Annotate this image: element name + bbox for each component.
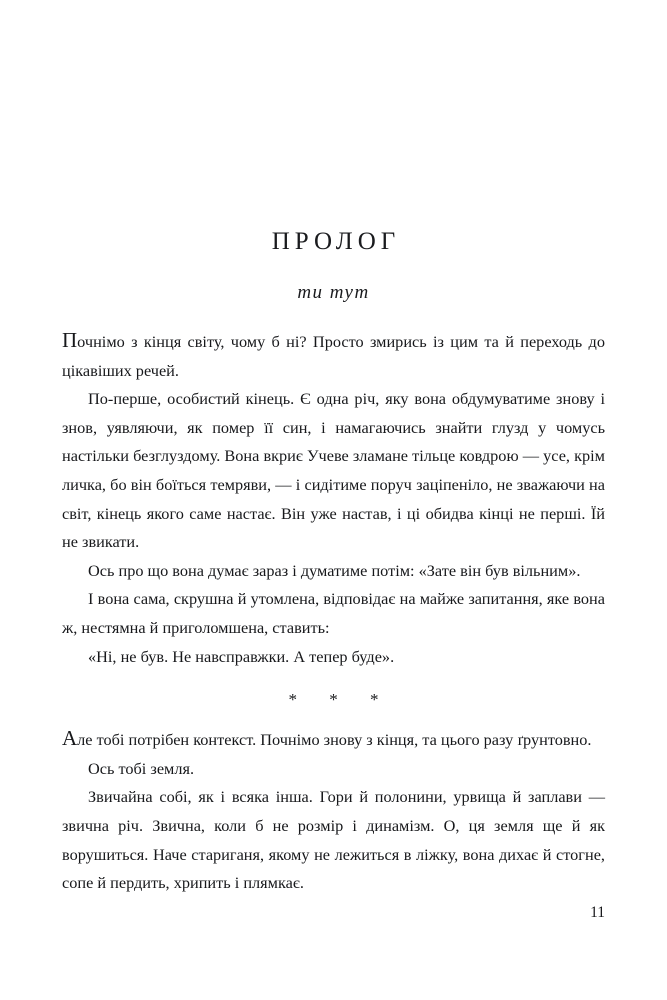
- body-text-before-break: [62, 304, 605, 671]
- body-text-after-break: [62, 724, 605, 898]
- chapter-subtitle: ти тут: [297, 282, 370, 303]
- paragraph: Ось тобі земля.: [88, 758, 195, 778]
- page-number: 11: [590, 904, 605, 921]
- paragraph: Звичайна собі, як і всяка інша. Гори й полонини, урвища й заплави — звична річ. Звична, коли б не розмір і динамізм. О, ця земля ще й як ворушиться. Наче стариганя, якому не лежиться в ліжку, вона дихає й стогне, сопе й пердить, хрипить і плямкає.: [62, 787, 605, 893]
- paragraph: «Ні, не був. Не навсправжки. А тепер буде».: [88, 646, 395, 666]
- paragraph: Але тобі потрібен контекст. Почнімо знову з кінця, та цього разу ґрунтовно.: [62, 726, 592, 751]
- paragraph: І вона сама, скрушна й утомлена, відповідає на майже запитання, яке вона ж, нестямна й приголомшена, ставить:: [62, 589, 605, 637]
- scene-break-ornament: * * *: [288, 690, 393, 710]
- paragraph: Почнімо з кінця світу, чому б ні? Просто змирись із цим та й переходь до цікавіших речей.: [62, 328, 605, 380]
- page-title: ПРОЛОГ: [271, 228, 401, 255]
- paragraph: Ось про що вона думає зараз і думатиме потім: «Зате він був вільним».: [88, 560, 581, 580]
- paragraph: По-перше, особистий кінець. Є одна річ, яку вона обдумуватиме знову і знов, уявляючи, як помер її син, і намагаючись знайти глузд у чомусь настільки безглуздому. Вона вкриє Учеве зламане тільце ковдрою — усе, крім личка, бо він боїться темряви, — і сидітиме поруч заціпеніло, не зважаючи на світ, кінець якого саме настає. Він уже настав, і ці обидва кінці не перші. Їй не звикати.: [62, 389, 605, 552]
